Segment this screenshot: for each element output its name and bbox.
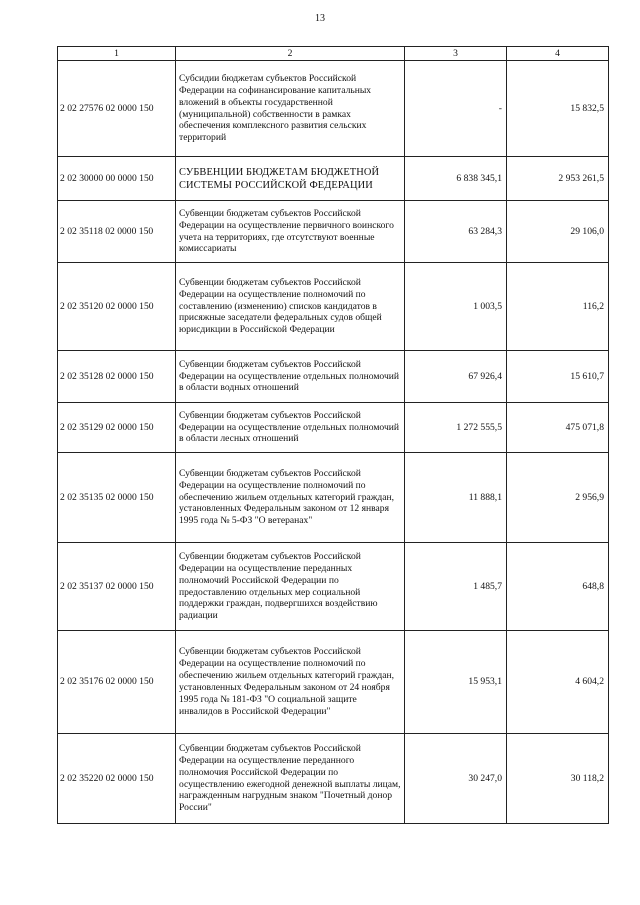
row-description: Субвенции бюджетам субъектов Российской Федерации на осуществление переданного полномочия Российской Федерации по осуществлению ежегодной денежной выплаты лицам, награжденным нагрудным знаком "Почетный донор России" [176,734,405,824]
row-description: Субвенции бюджетам субъектов Российской Федерации на осуществление первичного воинского учета на территориях, где отсутствуют военные комиссариаты [176,201,405,263]
budget-code: 2 02 35118 02 0000 150 [58,201,176,263]
row-description: Субвенции бюджетам субъектов Российской Федерации на осуществление полномочий по обеспечению жильем отдельных категорий граждан, установленных Федеральным законом от 24 ноября 1995 года № 181-ФЗ "О социальной защите инвалидов в Российской Федерации" [176,631,405,734]
value-col-3: 1 485,7 [405,543,507,631]
value-col-4: 2 953 261,5 [507,157,609,201]
value-col-3: 63 284,3 [405,201,507,263]
value-col-4: 15 610,7 [507,351,609,403]
table-header-row [58,47,609,61]
value-col-3: 1 003,5 [405,263,507,351]
value-col-4: 30 118,2 [507,734,609,824]
value-col-3: 11 888,1 [405,453,507,543]
value-col-4: 29 106,0 [507,201,609,263]
table-row [58,61,609,157]
row-description: Субвенции бюджетам субъектов Российской Федерации на осуществление полномочий по составлению (изменению) списков кандидатов в присяжные заседатели федеральных судов общей юрисдикции в Российской Федерации [176,263,405,351]
value-col-4: 15 832,5 [507,61,609,157]
budget-table [57,46,609,824]
budget-code: 2 02 35129 02 0000 150 [58,403,176,453]
budget-code: 2 02 35137 02 0000 150 [58,543,176,631]
table-row [58,157,609,201]
budget-code: 2 02 27576 02 0000 150 [58,61,176,157]
budget-code: 2 02 35220 02 0000 150 [58,734,176,824]
value-col-4: 648,8 [507,543,609,631]
budget-code: 2 02 35128 02 0000 150 [58,351,176,403]
table-row [58,543,609,631]
value-col-3: 6 838 345,1 [405,157,507,201]
table-row [58,351,609,403]
row-description: Субвенции бюджетам субъектов Российской Федерации на осуществление переданных полномочий Российской Федерации по предоставлению отдельных мер социальной поддержки граждан, подвергшихся воздействию радиации [176,543,405,631]
row-description: Субвенции бюджетам субъектов Российской Федерации на осуществление отдельных полномочий в области водных отношений [176,351,405,403]
value-col-4: 475 071,8 [507,403,609,453]
value-col-3: 15 953,1 [405,631,507,734]
header-col-4: 4 [507,47,609,61]
budget-code: 2 02 30000 00 0000 150 [58,157,176,201]
value-col-3: - [405,61,507,157]
budget-code: 2 02 35120 02 0000 150 [58,263,176,351]
value-col-4: 2 956,9 [507,453,609,543]
budget-code: 2 02 35135 02 0000 150 [58,453,176,543]
row-description: Субвенции бюджетам субъектов Российской Федерации на осуществление отдельных полномочий в области лесных отношений [176,403,405,453]
header-col-3: 3 [405,47,507,61]
value-col-4: 116,2 [507,263,609,351]
page-number: 13 [315,13,325,24]
value-col-4: 4 604,2 [507,631,609,734]
row-description: Субвенции бюджетам субъектов Российской Федерации на осуществление полномочий по обеспечению жильем отдельных категорий граждан, установленных Федеральным законом от 12 января 1995 года № 5-ФЗ "О ветеранах" [176,453,405,543]
row-description: СУБВЕНЦИИ БЮДЖЕТАМ БЮДЖЕТНОЙ СИСТЕМЫ РОССИЙСКОЙ ФЕДЕРАЦИИ [176,157,405,201]
table-row [58,201,609,263]
table-row [58,453,609,543]
row-description: Субсидии бюджетам субъектов Российской Федерации на софинансирование капитальных вложений в объекты государственной (муниципальной) собственности в рамках обеспечения комплексного развития сельских территорий [176,61,405,157]
value-col-3: 67 926,4 [405,351,507,403]
header-col-1: 1 [58,47,176,61]
table-row [58,263,609,351]
header-col-2: 2 [176,47,405,61]
table-row [58,734,609,824]
value-col-3: 30 247,0 [405,734,507,824]
value-col-3: 1 272 555,5 [405,403,507,453]
table-row [58,631,609,734]
table-row [58,403,609,453]
budget-code: 2 02 35176 02 0000 150 [58,631,176,734]
